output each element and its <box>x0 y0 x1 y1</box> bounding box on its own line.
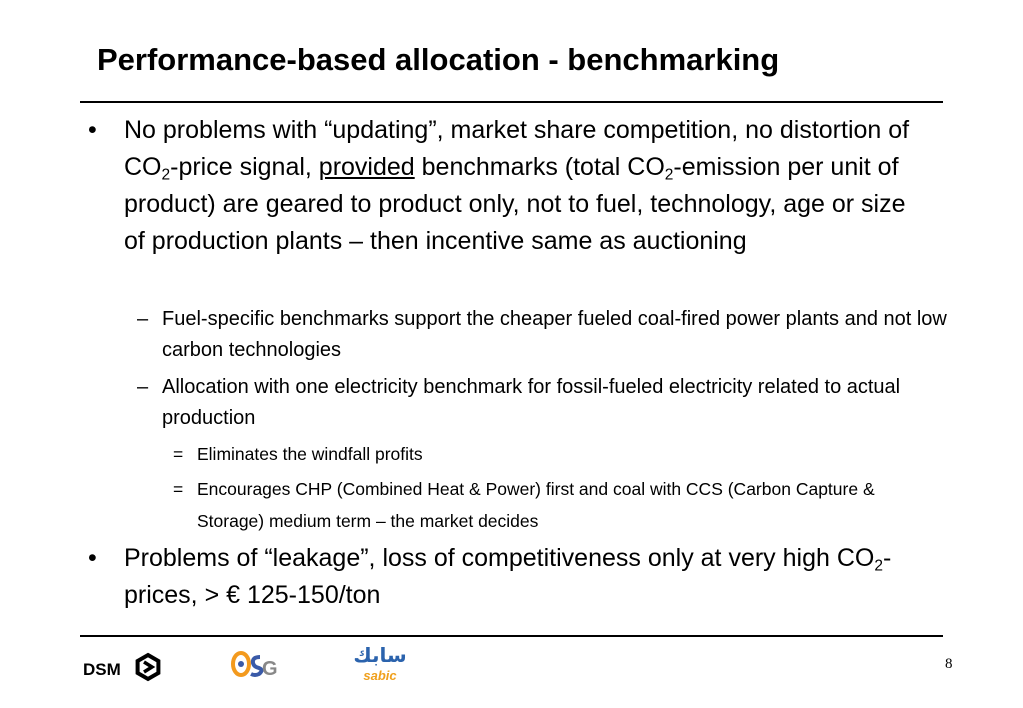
osg-logo <box>226 643 290 685</box>
bullet-marker: • <box>88 116 97 144</box>
page-number: 8 <box>945 656 953 672</box>
dsm-logo <box>82 650 167 686</box>
underlined-word: provided <box>318 153 415 181</box>
dash-marker: – <box>137 376 149 398</box>
sabic-logo-arabic: سابك <box>353 643 407 667</box>
sabic-logo <box>345 640 415 685</box>
equals-marker: = <box>173 444 184 464</box>
bullet-item-1: • No problems with “updating”, market share competition, no distortion of $CO_2$-price signal, provided benchmarks (total $CO_2$-emission per unit of product) are geared to product only, not to fuel, technology, age or size of production plants – then incentive same as auctioning <box>124 112 924 260</box>
dsm-mark-icon <box>138 655 159 679</box>
slide-title: Performance-based allocation - benchmarking <box>97 42 780 77</box>
dash-marker: – <box>137 308 149 330</box>
sub-sub-item-1: = Eliminates the windfall profits <box>197 438 937 470</box>
sub-sub-item-2: = Encourages CHP (Combined Heat & Power) first and coal with CCS (Carbon Capture & Storage) medium term – the market decides <box>197 473 937 537</box>
sub-item-2: – Allocation with one electricity benchmark for fossil-fueled electricity related to actual production <box>162 372 952 434</box>
bullet-marker: • <box>88 544 97 572</box>
bullet-item-2: • Problems of “leakage”, loss of competitiveness only at very high $CO_2$-prices, > € 125-150/ton <box>124 540 924 614</box>
sabic-logo-latin: sabic <box>363 668 397 683</box>
svg-text:G: G <box>262 658 278 680</box>
dsm-logo-graphic <box>82 650 167 686</box>
osg-logo-text: OSG <box>226 684 229 685</box>
sub-item-1: – Fuel-specific benchmarks support the cheaper fueled coal-fired power plants and not low carbon technologies <box>162 304 952 366</box>
equals-marker: = <box>173 479 184 499</box>
dsm-logo-text: DSM <box>83 660 121 679</box>
footer-divider <box>80 635 943 637</box>
